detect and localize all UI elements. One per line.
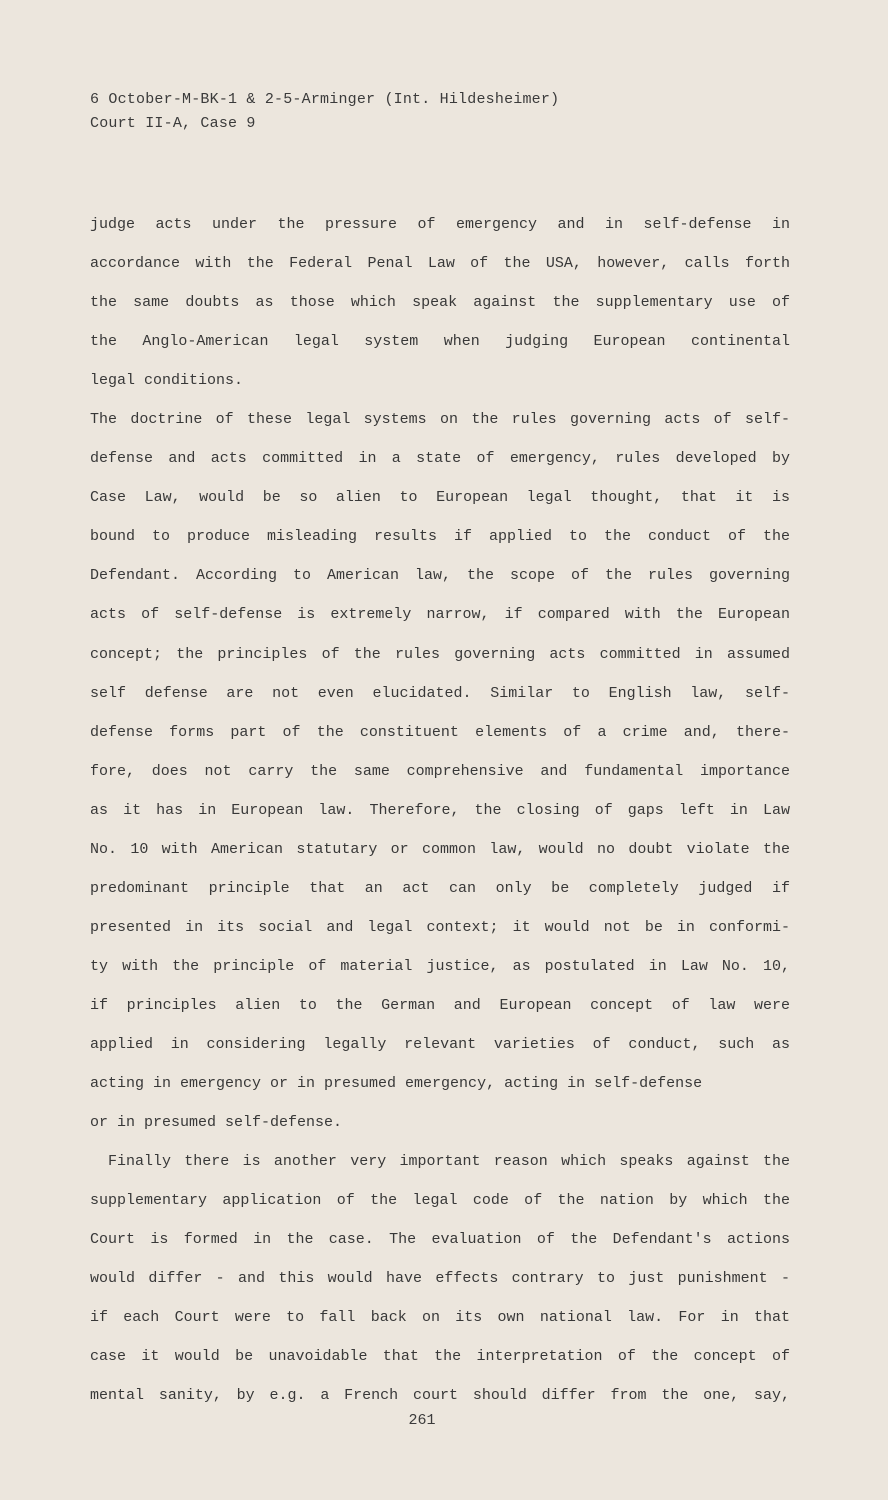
body-line: if each Court were to fall back on its own national law. For in that — [90, 1309, 790, 1327]
document-body — [90, 205, 790, 1415]
body-line: accordance with the Federal Penal Law of the USA, however, calls forth — [90, 255, 790, 273]
page-number — [0, 1412, 888, 1429]
body-line: The doctrine of these legal systems on the rules governing acts of self- — [90, 411, 790, 429]
body-line: case it would be unavoidable that the interpretation of the concept of — [90, 1348, 790, 1366]
body-line: Defendant. According to American law, the scope of the rules governing — [90, 567, 790, 585]
body-line: if principles alien to the German and European concept of law were — [90, 996, 790, 1014]
body-line: would differ - and this would have effects contrary to just punishment - — [90, 1270, 790, 1288]
body-line: predominant principle that an act can only be completely judged if — [90, 879, 790, 897]
header-line-1: 6 October-M-BK-1 & 2-5-Arminger (Int. Hildesheimer) — [90, 91, 560, 108]
body-line: the same doubts as those which speak against the supplementary use of — [90, 294, 790, 312]
body-line: Court is formed in the case. The evaluation of the Defendant's actions — [90, 1231, 790, 1249]
body-line: supplementary application of the legal code of the nation by which the — [90, 1192, 790, 1210]
body-line: concept; the principles of the rules governing acts committed in assumed — [90, 645, 790, 663]
page-number-text: 261 — [408, 1412, 436, 1429]
body-line: fore, does not carry the same comprehensive and fundamental importance — [90, 762, 790, 780]
body-line: presented in its social and legal context; it would not be in conformi- — [90, 918, 790, 936]
body-line: Case Law, would be so alien to European legal thought, that it is — [90, 489, 790, 507]
body-line: as it has in European law. Therefore, the closing of gaps left in Law — [90, 801, 790, 819]
body-line: bound to produce misleading results if applied to the conduct of the — [90, 528, 790, 546]
body-line: defense forms part of the constituent elements of a crime and, there- — [90, 723, 790, 741]
body-line: legal conditions. — [90, 372, 244, 390]
body-line: Finally there is another very important reason which speaks against the — [108, 1153, 790, 1171]
body-line: acting in emergency or in presumed emergency, acting in self-defense — [90, 1075, 703, 1093]
body-line: defense and acts committed in a state of emergency, rules developed by — [90, 450, 790, 468]
document-header — [90, 88, 559, 136]
body-line: or in presumed self-defense. — [90, 1114, 343, 1132]
body-line: self defense are not even elucidated. Similar to English law, self- — [90, 684, 790, 702]
body-line: judge acts under the pressure of emergency and in self-defense in — [90, 216, 790, 233]
body-line: applied in considering legally relevant varieties of conduct, such as — [90, 1035, 790, 1053]
body-line: the Anglo-American legal system when judging European continental — [90, 333, 790, 351]
body-line: mental sanity, by e.g. a French court should differ from the one, say, — [90, 1387, 790, 1405]
header-line-2: Court II-A, Case 9 — [90, 115, 256, 132]
body-line: acts of self-defense is extremely narrow, if compared with the European — [90, 606, 790, 624]
body-line: ty with the principle of material justice, as postulated in Law No. 10, — [90, 957, 790, 975]
body-line: No. 10 with American statutary or common law, would no doubt violate the — [90, 840, 790, 858]
